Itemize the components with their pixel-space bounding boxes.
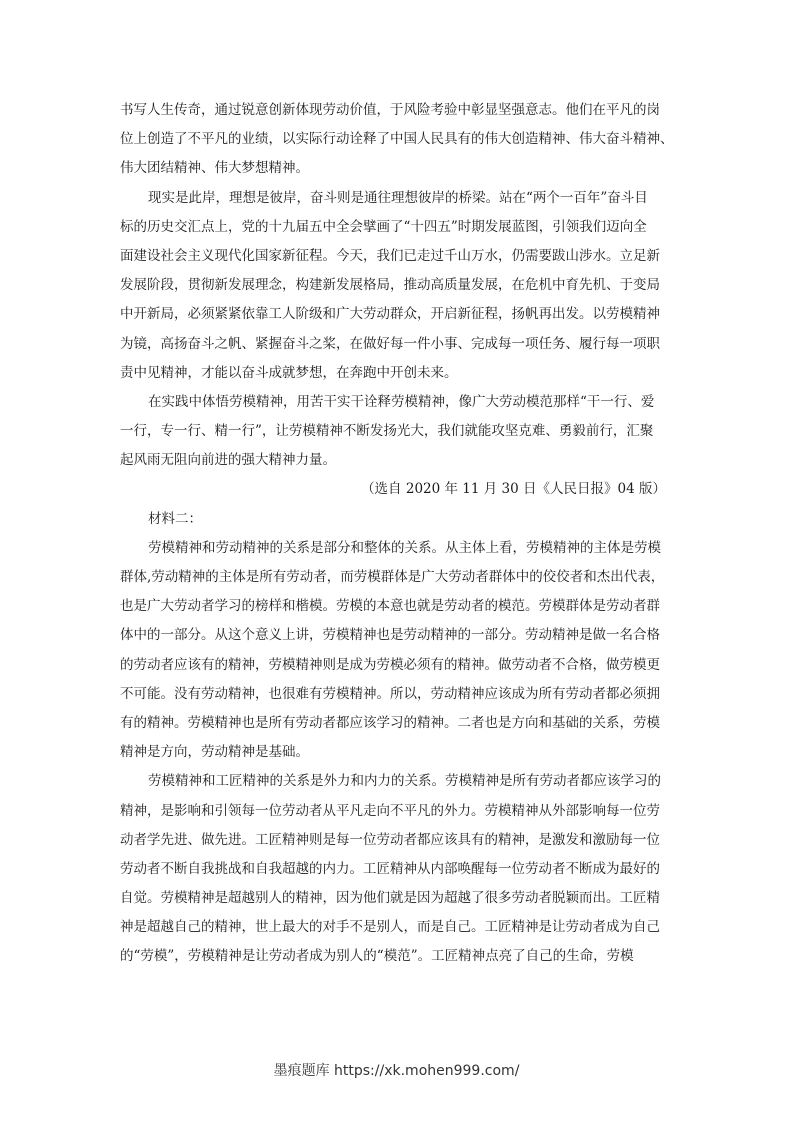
text-line: 精神是方向，劳动精神是基础。 [120, 744, 309, 761]
text-line: 的“劳模”，劳模精神是让劳动者成为别人的“模范”。工匠精神点亮了自己的生命，劳模 [120, 948, 634, 965]
text-line: 发展阶段，贯彻新发展理念，构建新发展格局，推动高质量发展，在危机中育先机、于变局 [120, 277, 660, 294]
text-line: 精神，是影响和引领每一位劳动者从平凡走向不平凡的外力。劳模精神从外部影响每一位劳 [120, 802, 660, 819]
text-line: 起风雨无阻向前进的强大精神力量。 [120, 452, 336, 469]
text-line: 劳动者不断自我挑战和自我超越的内力。工匠精神从内部唤醒每一位劳动者不断成为最好的 [120, 860, 660, 877]
text-line: 责中见精神，才能以奋斗成就梦想，在奔跑中开创未来。 [120, 364, 458, 381]
text-line: 书写人生传奇，通过锐意创新体现劳动价值，于风险考验中彰显坚强意志。他们在平凡的岗 [120, 102, 660, 118]
text-line: 劳模精神和劳动精神的关系是部分和整体的关系。从主体上看，劳模精神的主体是劳模 [148, 539, 661, 556]
text-line: 劳模精神和工匠精神的关系是外力和内力的关系。劳模精神是所有劳动者都应该学习的 [148, 773, 661, 790]
text-line: 群体,劳动精神的主体是所有劳动者，而劳模群体是广大劳动者群体中的佼佼者和杰出代表， [120, 569, 665, 585]
text-line: 动者学先进、做先进。工匠精神则是每一位劳动者都应该具有的精神，是激发和激励每一位 [120, 831, 660, 848]
text-line: 面建设社会主义现代化国家新征程。今天，我们已走过千山万水，仍需要跋山涉水。立足新 [120, 247, 660, 264]
text-line: 位上创造了不平凡的业绩，以实际行动诠释了中国人民具有的伟大创造精神、伟大奋斗精神、 [120, 131, 674, 148]
section-heading: 材料二： [148, 510, 202, 527]
text-line: 体中的一部分。从这个意义上讲，劳模精神也是劳动精神的一部分。劳动精神是做一名合格 [120, 627, 660, 644]
text-line: 也是广大劳动者学习的榜样和楷模。劳模的本意也就是劳动者的模范。劳模群体是劳动者群 [120, 598, 660, 615]
text-line: 一行，专一行、精一行”，让劳模精神不断发扬光大，我们就能攻坚克难、勇毅前行，汇聚 [120, 423, 654, 440]
source-citation: （选自 2020 年 11 月 30 日《人民日报》04 版） [361, 481, 666, 498]
document-body [120, 96, 680, 972]
text-line: 神是超越自己的精神，世上最大的对手不是别人，而是自己。工匠精神是让劳动者成为自己 [120, 919, 660, 936]
text-line: 现实是此岸，理想是彼岸，奋斗则是通往理想彼岸的桥梁。站在“两个一百年”奋斗目 [148, 189, 648, 206]
text-line: 为镜，高扬奋斗之帆、紧握奋斗之桨，在做好每一件小事、完成每一项任务、履行每一项职 [120, 335, 660, 352]
text-line: 不可能。没有劳动精神，也很难有劳模精神。所以，劳动精神应该成为所有劳动者都必须拥 [120, 685, 660, 702]
text-line: 标的历史交汇点上，党的十九届五中全会擘画了“十四五”时期发展蓝图，引领我们迈向全 [120, 218, 647, 235]
text-line: 在实践中体悟劳模精神，用苦干实干诠释劳模精神，像广大劳动模范那样“干一行、爱 [148, 393, 655, 410]
text-line: 的劳动者应该有的精神，劳模精神则是成为劳模必须有的精神。做劳动者不合格，做劳模更 [120, 656, 660, 673]
text-line: 有的精神。劳模精神也是所有劳动者都应该学习的精神。二者也是方向和基础的关系，劳模 [120, 714, 660, 731]
text-line: 伟大团结精神、伟大梦想精神。 [120, 160, 309, 177]
text-line: 自觉。劳模精神是超越别人的精神，因为他们就是因为超越了很多劳动者脱颖而出。工匠精 [120, 890, 660, 907]
text-line: 中开新局，必须紧紧依靠工人阶级和广大劳动群众，开启新征程，扬帆再出发。以劳模精神 [120, 306, 660, 323]
footer-watermark: 墨痕题库 https://xk.mohen999.com/ [273, 1063, 520, 1079]
